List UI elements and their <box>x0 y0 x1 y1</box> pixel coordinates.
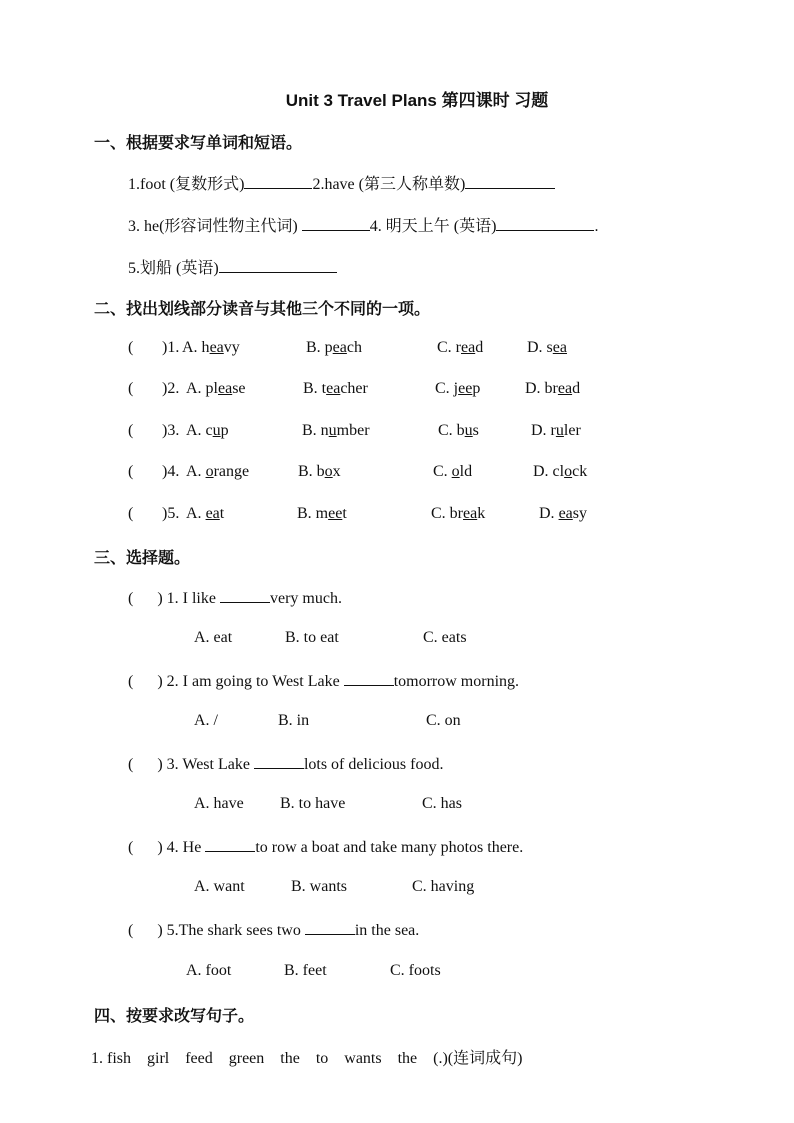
option-a: A. please <box>186 380 246 397</box>
choice-c: C. eats <box>423 629 467 646</box>
option-a: A. cup <box>186 422 229 439</box>
choice-c: C. foots <box>390 962 441 979</box>
answer-paren-open[interactable]: ( <box>128 590 134 607</box>
answer-paren-open[interactable]: ( <box>128 673 134 690</box>
answer-paren-open[interactable]: ( <box>128 756 134 773</box>
option-c: C. break <box>431 505 486 522</box>
choice-c: C. has <box>422 795 462 812</box>
option-b: B. box <box>298 463 341 480</box>
answer-blank[interactable] <box>219 258 337 273</box>
s1-q4-text: 4. 明天上午 (英语) <box>369 218 497 235</box>
question-text-end: lots of delicious food. <box>303 756 444 773</box>
question-text: ) 1. I like <box>157 590 220 607</box>
section-4-heading: 四、按要求改写句子。 <box>94 1006 255 1025</box>
choice-b: B. wants <box>291 878 347 895</box>
list-item <box>128 463 628 485</box>
choice-b: B. to eat <box>285 629 339 646</box>
question-text: ) 3. West Lake <box>157 756 254 773</box>
question-text-end: tomorrow morning. <box>393 673 520 690</box>
choices-row <box>186 962 506 984</box>
option-a: A. orange <box>186 463 250 480</box>
option-d: D. bread <box>525 380 581 397</box>
answer-blank[interactable] <box>305 920 355 935</box>
answer-blank[interactable] <box>496 216 594 231</box>
s1-line-3 <box>128 255 337 278</box>
answer-blank[interactable] <box>244 174 312 189</box>
choice-a: A. want <box>194 878 245 895</box>
choice-c: C. having <box>412 878 475 895</box>
choices-row <box>194 629 514 651</box>
question-number: )1. <box>162 339 180 356</box>
answer-paren-open[interactable]: ( <box>128 463 134 480</box>
answer-blank[interactable] <box>465 174 555 189</box>
choices-row <box>194 878 514 900</box>
answer-blank[interactable] <box>220 588 270 603</box>
answer-paren-open[interactable]: ( <box>128 339 134 356</box>
question-text-end: in the sea. <box>354 922 420 939</box>
answer-paren-open[interactable]: ( <box>128 922 134 939</box>
list-item <box>128 339 628 361</box>
option-c: C. jeep <box>435 380 481 397</box>
s1-q5-text: 5.划船 (英语) <box>128 260 219 277</box>
choice-c: C. on <box>426 712 461 729</box>
option-a: A. eat <box>186 505 225 522</box>
answer-paren-open[interactable]: ( <box>128 422 134 439</box>
option-c: C. old <box>433 463 473 480</box>
s1-line-1 <box>128 171 555 194</box>
answer-blank[interactable] <box>205 837 255 852</box>
option-d: D. ruler <box>531 422 581 439</box>
choices-row <box>194 795 514 817</box>
question-text: ) 5.The shark sees two <box>157 922 305 939</box>
section-1-heading: 一、根据要求写单词和短语。 <box>94 133 303 152</box>
choice-b: B. in <box>278 712 310 729</box>
choice-a: A. have <box>194 795 244 812</box>
question-row <box>128 920 419 940</box>
option-c: C. bus <box>438 422 479 439</box>
answer-paren-open[interactable]: ( <box>128 839 134 856</box>
answer-paren-open[interactable]: ( <box>128 505 134 522</box>
question-row <box>128 588 342 608</box>
question-row <box>128 837 523 857</box>
option-b: B. number <box>302 422 370 439</box>
question-number: )3. <box>162 422 180 439</box>
page-title: Unit 3 Travel Plans 第四课时 习题 <box>285 91 549 110</box>
answer-blank[interactable] <box>254 754 304 769</box>
option-b: B. peach <box>306 339 362 356</box>
s1-q3-text: 3. he(形容词性物主代词) <box>128 218 302 235</box>
option-b: B. meet <box>297 505 347 522</box>
question-text: ) 4. He <box>157 839 206 856</box>
s1-line-2 <box>128 213 598 236</box>
question-number: )4. <box>162 463 180 480</box>
question-row <box>128 754 443 774</box>
option-d: D. sea <box>527 339 567 356</box>
choice-b: B. feet <box>284 962 327 979</box>
question-text-end: to row a boat and take many photos there. <box>255 839 524 856</box>
list-item <box>128 422 628 444</box>
s1-line2-end: . <box>594 218 599 235</box>
option-d: D. easy <box>539 505 587 522</box>
choice-a: A. foot <box>186 962 232 979</box>
option-a: A. heavy <box>182 339 240 356</box>
choice-a: A. / <box>194 712 218 729</box>
option-b: B. teacher <box>303 380 368 397</box>
section-3-heading: 三、选择题。 <box>94 548 191 567</box>
answer-paren-open[interactable]: ( <box>128 380 134 397</box>
list-item <box>128 505 628 527</box>
s1-q2-text: 2.have (第三人称单数) <box>312 176 466 193</box>
question-text-end: very much. <box>269 590 342 607</box>
s1-q1-text: 1.foot (复数形式) <box>128 176 245 193</box>
question-row <box>128 671 519 691</box>
choices-row <box>194 712 514 734</box>
question-number: )2. <box>162 380 180 397</box>
option-c: C. read <box>437 339 484 356</box>
s4-question-1: 1. fish girl feed green the to wants the (.)(连词成句) <box>91 1050 523 1067</box>
section-2-heading: 二、找出划线部分读音与其他三个不同的一项。 <box>94 299 431 318</box>
choice-a: A. eat <box>194 629 233 646</box>
list-item <box>128 380 628 402</box>
question-number: )5. <box>162 505 180 522</box>
answer-blank[interactable] <box>344 671 394 686</box>
option-d: D. clock <box>533 463 588 480</box>
answer-blank[interactable] <box>302 216 370 231</box>
choice-b: B. to have <box>280 795 346 812</box>
question-text: ) 2. I am going to West Lake <box>157 673 344 690</box>
